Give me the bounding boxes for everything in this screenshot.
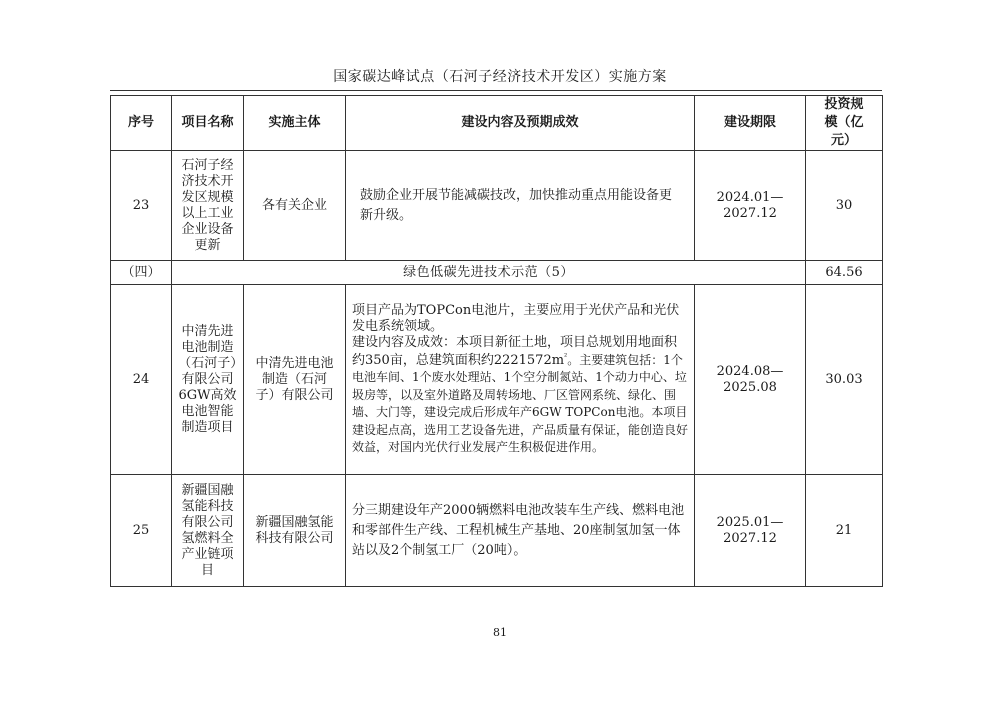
row-content: 鼓励企业开展节能减碳技改，加快推动重点用能设备更新升级。 [346,151,695,261]
col-header-name: 项目名称 [172,96,244,151]
col-header-entity: 实施主体 [244,96,346,151]
section-investment: 64.56 [806,261,883,285]
content-line-rest: 。主要建筑包括：1个电池车间、1个废水处理站、1个空分制氮站、1个动力中心、垃圾房等，以及室外道路及周转场地、厂区管网系统、绿化、围墙、大门等，建设完成后形成年产6GW TOPCon电池。本项目建设起点高，选用工艺设备先进，产品质量有保证，能创造良好效益，对国内光伏行业发展产生积极促进作用。 [352,352,689,454]
col-header-content: 建设内容及预期成效 [346,96,695,151]
row-period: 2024.01—2027.12 [695,151,806,261]
superscript-two: ² [564,351,568,361]
row-content: 分三期建设年产2000辆燃料电池改装车生产线、燃料电池和零部件生产线、工程机械生产基地、20座制氢加氢一体站以及2个制氢工厂（20吨）。 [346,475,695,587]
content-line: 建设内容及成效：本项目新征土地，项目总规划用地面积约350亩，总建筑面积约2221572m [352,335,678,368]
row-period: 2024.08—2025.08 [695,285,806,475]
table-header-row [111,96,883,151]
row-no: 25 [111,475,172,587]
row-investment: 30 [806,151,883,261]
row-name: 石河子经济技术开发区规模以上工业企业设备更新 [172,151,244,261]
row-no: 24 [111,285,172,475]
project-table [110,95,883,587]
row-entity: 各有关企业 [244,151,346,261]
page-number: 81 [493,626,507,639]
row-investment: 21 [806,475,883,587]
table-row [111,475,883,587]
page-header-title: 国家碳达峰试点（石河子经济技术开发区）实施方案 [333,69,667,85]
row-name: 新疆国融氢能科技有限公司氢燃料全产业链项目 [172,475,244,587]
col-header-period: 建设期限 [695,96,806,151]
row-period: 2025.01—2027.12 [695,475,806,587]
row-content [346,285,695,475]
header-rule [110,90,882,91]
content-line: 项目产品为TOPCon电池片，主要应用于光伏产品和光伏发电系统领域。 [352,302,680,335]
row-entity: 中清先进电池制造（石河子）有限公司 [244,285,346,475]
content-line-sup [352,353,688,454]
row-no: 23 [111,151,172,261]
row-investment: 30.03 [806,285,883,475]
section-row [111,261,883,285]
col-header-investment: 投资规模（亿元） [806,96,883,151]
col-header-no: 序号 [111,96,172,151]
section-no: （四） [111,261,172,285]
section-title: 绿色低碳先进技术示范（5） [172,261,806,285]
row-name: 中清先进电池制造（石河子）有限公司6GW高效电池智能制造项目 [172,285,244,475]
row-entity: 新疆国融氢能科技有限公司 [244,475,346,587]
table-row [111,285,883,475]
table-row [111,151,883,261]
